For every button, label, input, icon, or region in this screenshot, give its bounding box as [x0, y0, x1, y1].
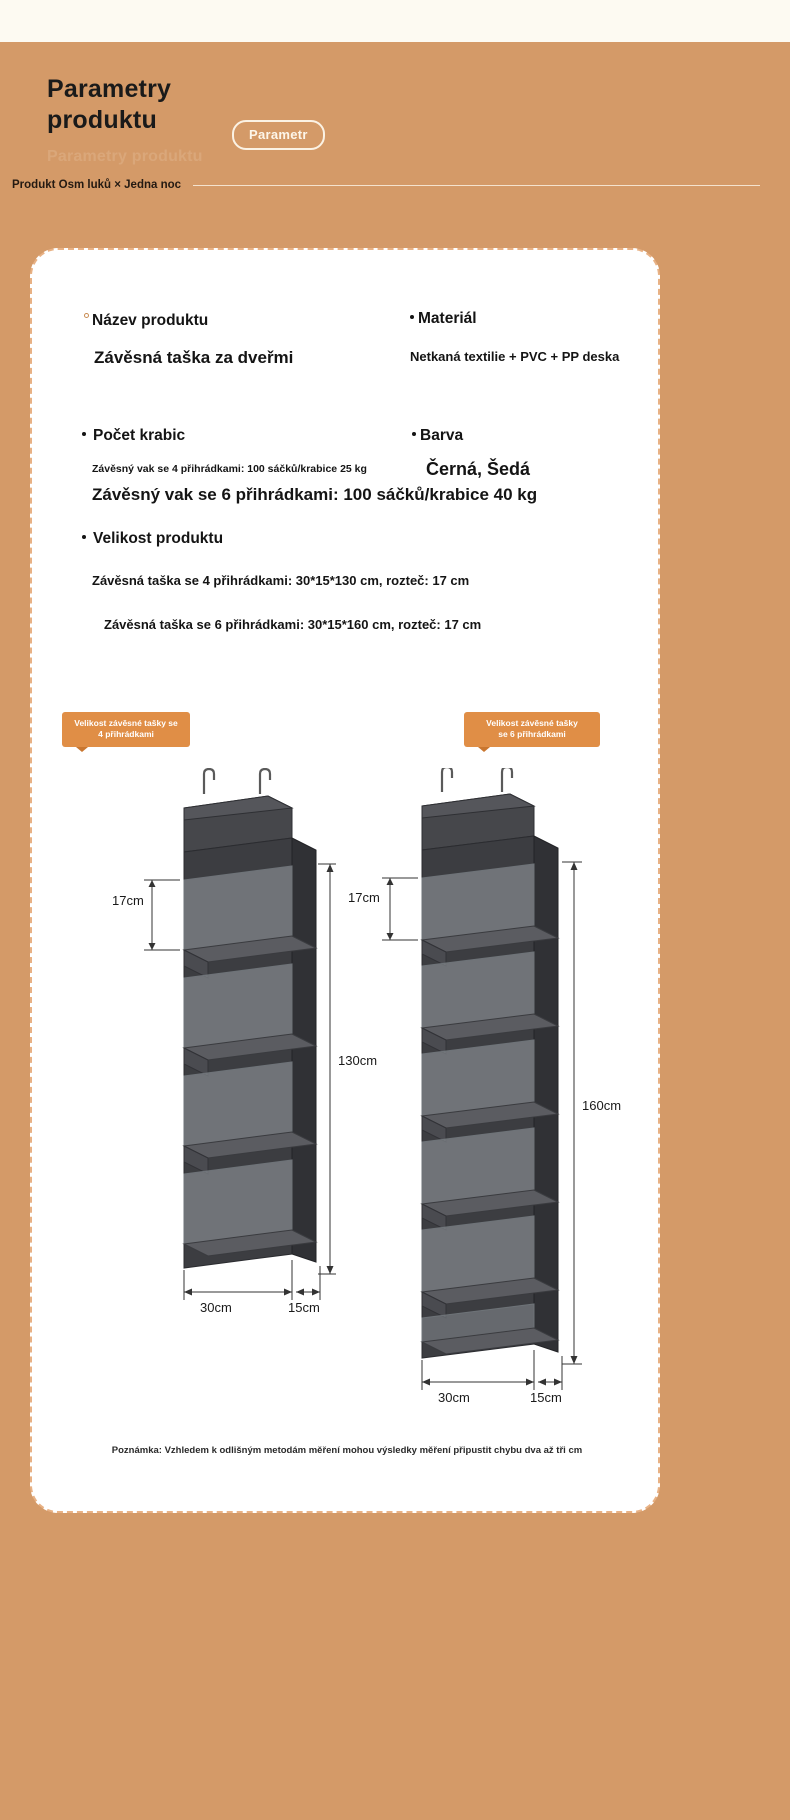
dim-height-4: 130cm: [338, 1053, 378, 1068]
bullet-dot-icon: [82, 432, 86, 436]
spec-boxes-value-6: Závěsný vak se 6 přihrádkami: 100 sáčků/krabice 40 kg: [92, 485, 538, 504]
page-title: [47, 74, 171, 135]
spec-name: [84, 312, 293, 368]
top-strip: [0, 0, 790, 42]
parametr-badge: Parametr: [232, 120, 325, 150]
breadcrumb: Produkt Osm luků × Jedna noc: [12, 179, 182, 191]
spec-material-label: Materiál: [410, 310, 619, 328]
diagram-6-pocket: [342, 768, 622, 1408]
dim-width-4: 30cm: [200, 1300, 232, 1315]
page-title-line1: Parametry: [47, 75, 172, 103]
organizer-6-pocket-illustration: [342, 768, 622, 1408]
spec-boxes-value-4: Závěsný vak se 4 přihrádkami: 100 sáčků/krabice 25 kg: [92, 463, 367, 475]
spec-card: [30, 248, 660, 1513]
bullet-hollow-icon: [84, 313, 89, 318]
spec-color: [412, 427, 530, 480]
spec-boxes-label: Počet krabic: [82, 427, 537, 445]
spec-size: [82, 530, 481, 632]
breadcrumb-divider: [193, 185, 760, 186]
dim-pitch-6: 17cm: [348, 890, 380, 905]
dim-depth-6: 15cm: [530, 1390, 562, 1405]
spec-size-value-4: Závěsná taška se 4 přihrádkami: 30*15*130 cm, rozteč: 17 cm: [92, 573, 470, 588]
ribbon-6-pocket-line2: se 6 přihrádkami: [498, 729, 566, 740]
ribbon-6-pocket-line1: Velikost závěsné tašky: [486, 718, 578, 728]
ribbon-4-pocket-line1: Velikost závěsné tašky se: [74, 718, 178, 728]
bullet-dot-icon: [410, 315, 414, 319]
organizer-4-pocket-illustration: [92, 768, 352, 1328]
page-title-line2: produktu: [47, 105, 157, 134]
breadcrumb-row: [0, 175, 790, 195]
dim-width-6: 30cm: [438, 1390, 470, 1405]
measurement-note: Poznámka: Vzhledem k odlišným metodám měření mohou výsledky měření připustit chybu dva až tři cm: [111, 1445, 583, 1456]
dim-pitch-4: 17cm: [112, 893, 144, 908]
dim-depth-4: 15cm: [288, 1300, 320, 1315]
spec-size-value-6: Závěsná taška se 6 přihrádkami: 30*15*160 cm, rozteč: 17 cm: [104, 617, 482, 632]
diagram-4-pocket: [92, 768, 378, 1328]
spec-color-value: Černá, Šedá: [426, 459, 531, 479]
bullet-dot-icon: [412, 432, 416, 436]
spec-material-value: Netkaná textilie + PVC + PP deska: [410, 349, 620, 364]
spec-name-value: Závěsná taška za dveřmi: [94, 348, 294, 367]
dim-height-6: 160cm: [582, 1098, 622, 1113]
spec-color-label: Barva: [412, 427, 530, 445]
ribbon-4-pocket: [62, 712, 190, 747]
ribbon-4-pocket-line2: 4 přihrádkami: [98, 729, 154, 740]
ghost-subtitle: Parametry produktu: [47, 148, 203, 165]
ribbon-6-pocket: [464, 712, 600, 747]
spec-size-label: Velikost produktu: [82, 530, 481, 548]
spec-material: [410, 310, 619, 364]
bullet-dot-icon: [82, 535, 86, 539]
spec-name-label: Název produktu: [84, 312, 293, 330]
